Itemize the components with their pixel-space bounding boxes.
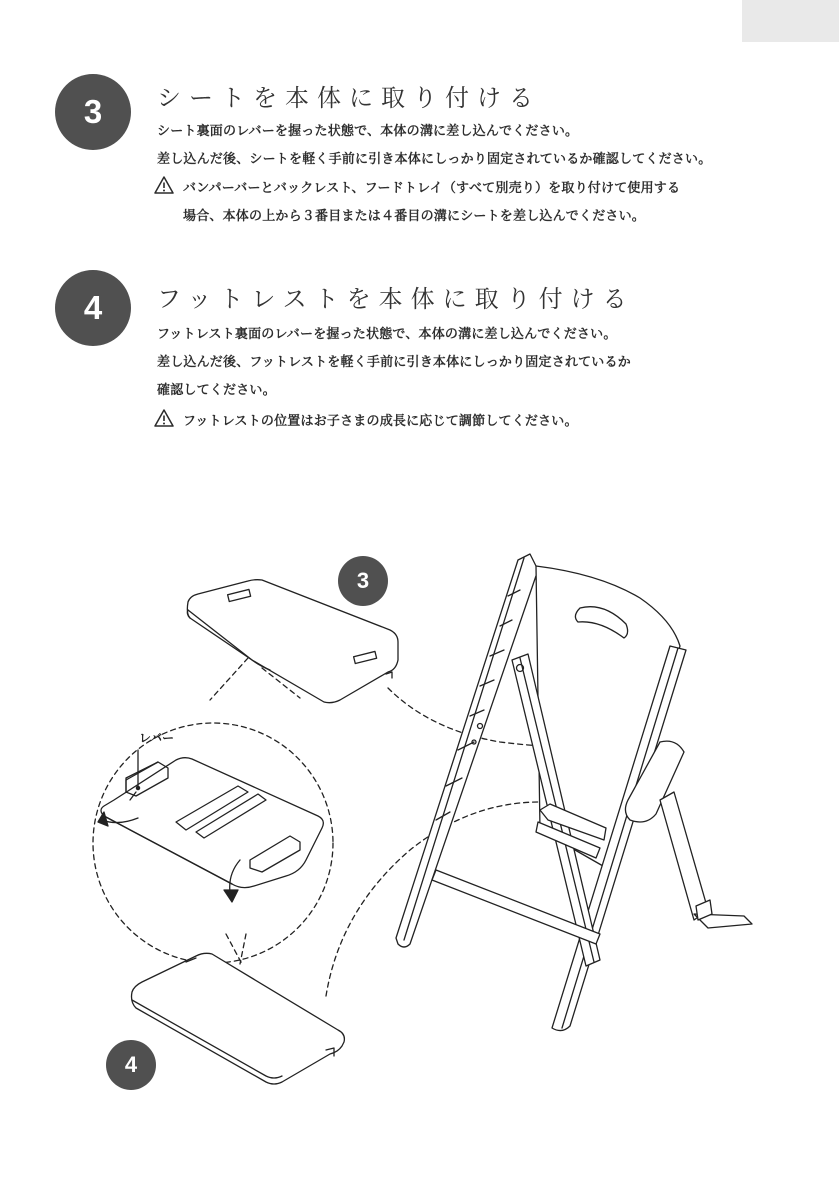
step-3-line-1: シート裏面のレバーを握った状態で、本体の溝に差し込んでください。 [157,124,579,139]
warning-triangle-icon [154,176,174,194]
seat-underside [101,758,323,888]
page-corner-tab [742,0,839,42]
warning-triangle-icon [154,409,174,427]
figure-badge-footrest [106,1040,156,1090]
footrest-board [132,953,345,1084]
lever-label: レバー [139,731,175,745]
assembly-illustration [0,530,839,1150]
high-chair [396,554,752,1031]
step-4-line-1: フットレスト裏面のレバーを握った状態で、本体の溝に差し込んでください。 [157,327,617,342]
step-4-warning-line-1: フットレストの位置はお子さまの成長に応じて調節してください。 [183,414,578,429]
step-4-number: 4 [83,289,103,326]
step-4-line-3: 確認してください。 [157,383,276,398]
step-3-number: 3 [83,93,103,130]
step-3-title: シートを本体に取り付ける [157,84,541,112]
step-3-badge [55,74,131,150]
step-4-title: フットレストを本体に取り付ける [157,285,635,313]
step-3-warning-line-1: バンパーバーとバックレスト、フードトレイ（すべて別売り）を取り付けて使用する [183,181,681,196]
figure-badge-seat-number: 3 [356,568,370,593]
figure-badge-seat [338,556,388,606]
step-3-line-2: 差し込んだ後、シートを軽く手前に引き本体にしっかり固定されているか確認してください。 [157,152,712,167]
step-4-badge [55,270,131,346]
step-3-warning-line-2: 場合、本体の上から３番目または４番目の溝にシートを差し込んでください。 [183,209,646,224]
figure-badge-footrest-number: 4 [124,1052,138,1077]
step-4-line-2: 差し込んだ後、フットレストを軽く手前に引き本体にしっかり固定されているか [157,355,631,370]
